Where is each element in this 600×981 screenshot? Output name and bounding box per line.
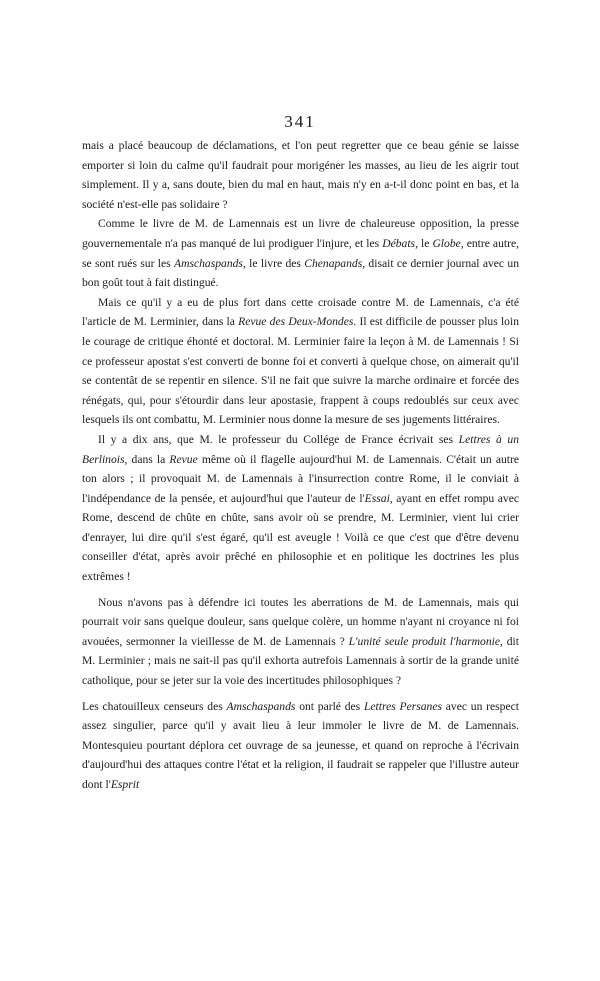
text-run: , disait ce dernier journal avec un bon goût tout à fait distingué. (82, 256, 519, 290)
italic-text: Esprit (110, 778, 140, 791)
text-run: Comme le livre de M. de Lamennais est un livre de chaleureuse opposition, la presse gouvernementale n'a pas manqué de lui prodiguer l'injure, et les (82, 217, 519, 250)
paragraph (82, 293, 519, 430)
page-number: 341 (284, 112, 316, 131)
text-run: mais a placé beaucoup de déclamations, et l'on peut regretter que ce beau génie se laisse emporter si loin du calme qu'il faudrait pour morigéner les masses, au lieu de les aigrir tout simplement. Il y a, sans doute, bien du mal en haut, mais n'y en a-t-il donc point en bas, et la société n'est-elle pas solidaire ? (82, 139, 519, 211)
text-run: avec un respect assez singulier, parce qu'il y avait lieu à leur immoler le livre de M. de Lamennais. Montesquieu pourtant déplora cet ouvrage de sa jeunesse, et quand on reproche à l'écrivain d'aujourd'hui des attaques contre l'état et la religion, il faudrait se rappeler que l'illustre auteur dont l' (82, 699, 519, 791)
paragraph (82, 430, 519, 587)
italic-text: Amschaspands (226, 699, 296, 713)
text-run: Nous n'avons pas à défendre ici toutes les aberrations de M. de Lamennais, mais qui pourrait voir sans quelque douleur, sans quelque colère, un homme n'ayant ni croyance ni foi avouées, sermonner la vieillesse de M. de Lamennais ? (82, 595, 519, 648)
text-run: , dans la (124, 452, 170, 466)
text-run: Les chatouilleux censeurs des (82, 699, 227, 713)
text-run: , ayant en effet rompu avec Rome, descend de chûte en chûte, sans avoir où se prendre, M. Lerminier, vient lui crier d'enrayer, lui dire qu'il s'est égaré, qu'il est aveugle ! Voilà ce que c'est que d'être devenu conseiller d'état, après avoir prêché en philosophie et en politique les doctrines les plus extrêmes ! (82, 491, 520, 584)
italic-text: Chenapands (304, 256, 363, 270)
body-text (82, 136, 519, 795)
text-run: , le livre des (242, 256, 305, 270)
text-run: Il y a dix ans, que M. le professeur du Collége de France écrivait ses (98, 432, 459, 446)
italic-text: Amschaspands (174, 256, 243, 270)
text-run: , le (415, 236, 433, 250)
paragraph (82, 697, 519, 795)
text-run: . Il est difficile de pousser plus loin le courage de critique éhonté et doctoral. M. Lerminier faire la leçon à M. de Lamennais ! Si ce professeur apostat s'est converti de bonne foi et converti à quelque chose, on aimerait qu'il se contentât de se repentir en silence. S'il ne fait que suivre la marche ordinaire et forcée des rénégats, qui, pour s'étourdir dans leur apostasie, frappent à coups redoublés sur ceux avec lesquels ils ont combattu, M. Lerminier nous donne la mesure de ses jugements littéraires. (82, 315, 519, 427)
italic-text: Revue (169, 452, 198, 466)
paragraph (82, 136, 519, 214)
text-run: Mais ce qu'il y a eu de plus fort dans cette croisade contre M. de Lamennais, c'a été l'article de M. Lerminier, dans la (82, 295, 519, 329)
italic-text: Revue des Deux-Mondes (238, 315, 354, 329)
text-run: , dit M. Lerminier ; mais ne sait-il pas qu'il exhorta autrefois Lamennais à sortir de la grande unité catholique, pour se jeter sur la voie des incertitudes philosophiques ? (82, 634, 519, 688)
text-run: ont parlé des (295, 699, 364, 713)
paragraph (82, 214, 519, 292)
text-run: même où il flagelle aujourd'hui M. de Lamennais. C'était un autre ton alors ; il provoquait M. de Lamennais à l'insurrection contre Rome, il le conviait à l'indépendance de la pensée, et aujourd'hui que l'auteur de l' (82, 452, 519, 505)
italic-text: Essai (364, 491, 390, 505)
text-run: , entre autre, se sont rués sur les (82, 236, 520, 270)
italic-text: Débats (382, 236, 416, 250)
italic-text: Lettres Persanes (363, 699, 443, 713)
italic-text: Lettres à un Berlinois (82, 432, 519, 466)
italic-text: Globe (432, 236, 461, 250)
italic-text: L'unité seule produit l'harmonie (348, 634, 500, 648)
paragraph (82, 593, 519, 691)
